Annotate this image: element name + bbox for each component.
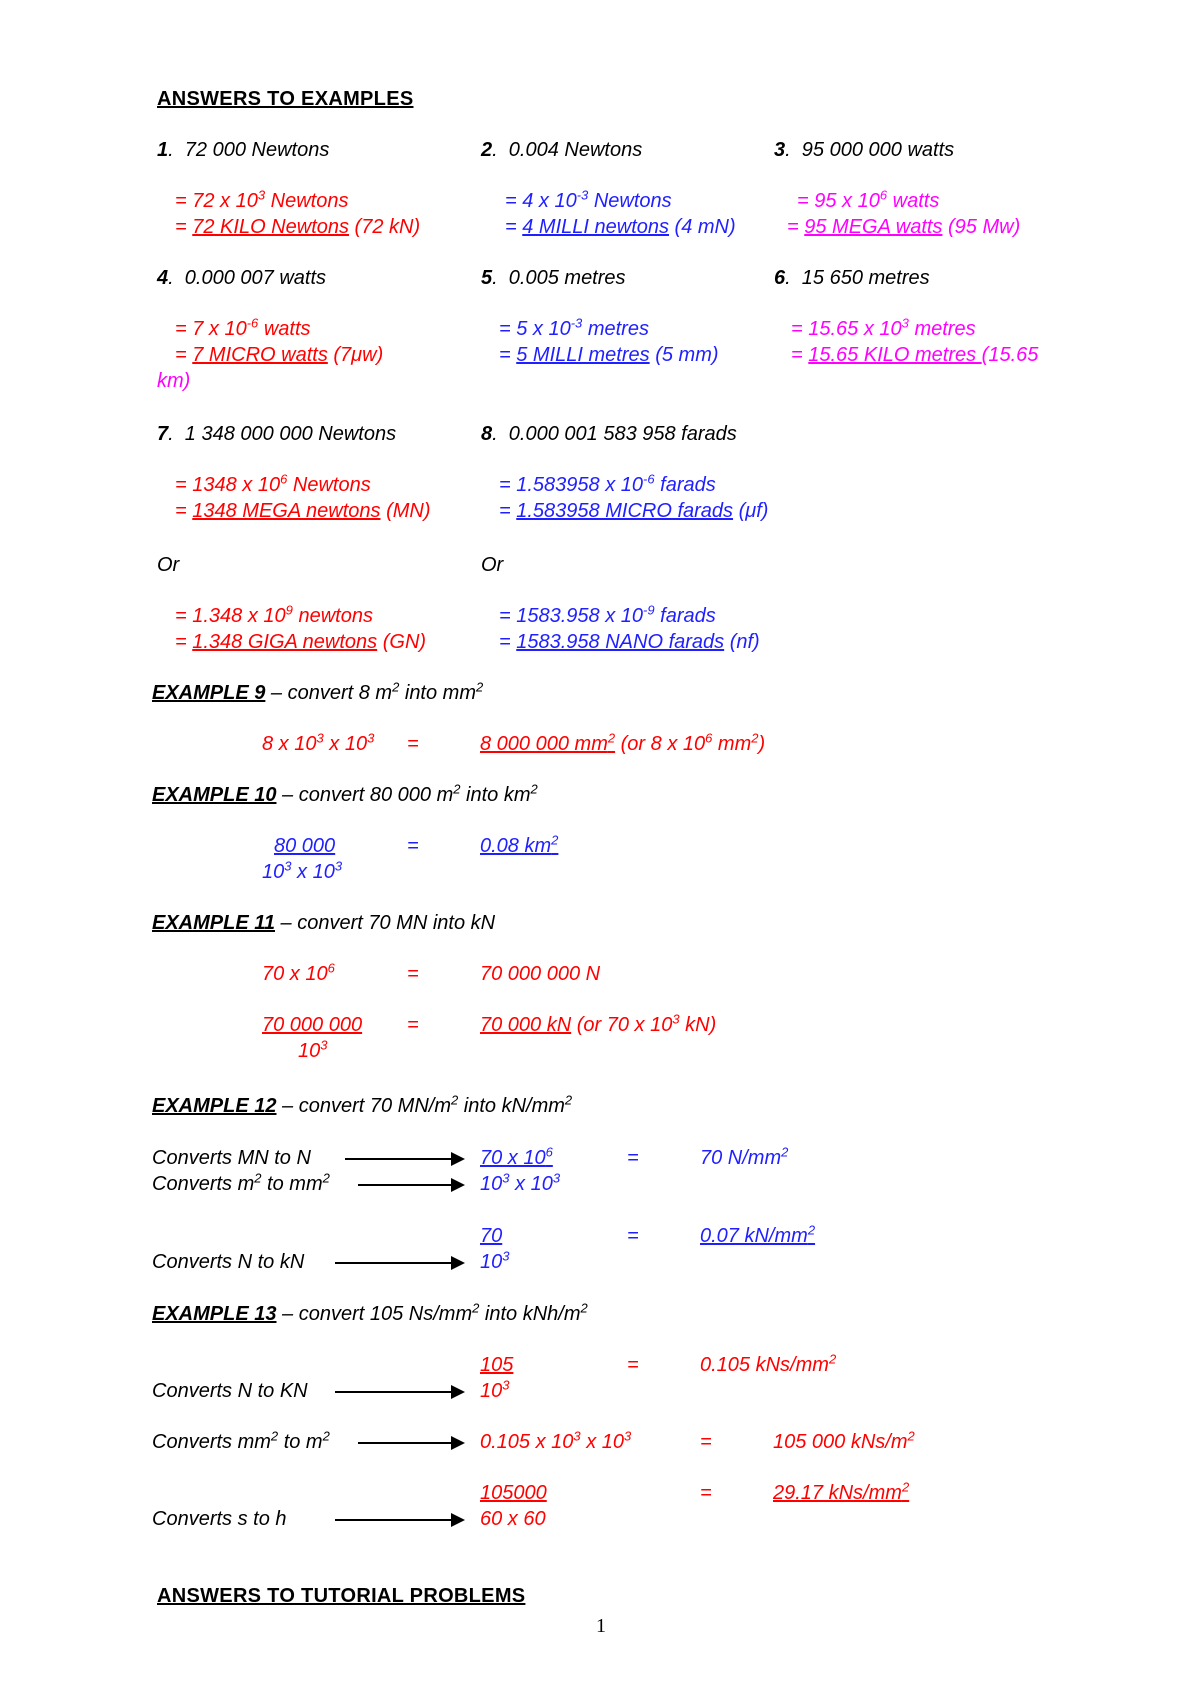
example-5-answer-line1: = 5 x $10^{-3}$ metres bbox=[499, 315, 649, 340]
example-10-title: EXAMPLE 10 – convert 80 000 $m^2$ into $km^2$ bbox=[152, 781, 538, 806]
example-12-fraction1-numerator: 70 x $10^6$ bbox=[480, 1144, 553, 1169]
example-11-row1-rhs: 70 000 000 N bbox=[480, 963, 601, 985]
example-12-caption-mn-to-n: Converts MN to N bbox=[152, 1147, 311, 1169]
example-12-fraction2-numerator: 70 bbox=[480, 1225, 503, 1247]
example-4-answer-line2: = 7 MICRO watts (7μw) bbox=[175, 344, 384, 366]
example-7-answer-line2: = 1348 MEGA newtons (MN) bbox=[175, 500, 431, 522]
example-1-answer-line2: = 72 KILO Newtons (72 kN) bbox=[175, 216, 421, 238]
example-6-answer-wrap: km) bbox=[157, 370, 191, 392]
example-13-fraction3-numerator: 105000 bbox=[480, 1482, 547, 1504]
example-13-rhs2: 105 000 kNs/$m^2$ bbox=[773, 1428, 915, 1453]
example-11-row2-rhs: 70 000 kN (or 70 x $10^3$ kN) bbox=[480, 1011, 717, 1036]
example-7-answer-line1: = 1348 x $10^6$ Newtons bbox=[175, 471, 371, 496]
example-9-lhs: 8 x $10^3$ x $10^3$ bbox=[262, 730, 375, 755]
example-12-equals1: = bbox=[627, 1147, 639, 1169]
example-3-answer-line2: = 95 MEGA watts (95 Mw) bbox=[787, 216, 1021, 238]
arrow-right-icon bbox=[335, 1262, 463, 1264]
example-10-rhs: 0.08 $km^2$ bbox=[480, 832, 559, 857]
example-4-answer-line1: = 7 x $10^{-6}$ watts bbox=[175, 315, 311, 340]
example-8-answer-line2: = 1.583958 MICRO farads (μf) bbox=[499, 500, 769, 522]
arrow-right-icon bbox=[335, 1519, 463, 1521]
arrow-right-icon bbox=[345, 1158, 463, 1160]
example-1-question: 1. 72 000 Newtons bbox=[157, 139, 330, 161]
example-13-caption-s-to-h: Converts s to h bbox=[152, 1508, 287, 1530]
example-8-question: 8. 0.000 001 583 958 farads bbox=[481, 423, 737, 445]
example-13-caption-n-to-kn: Converts N to KN bbox=[152, 1380, 308, 1402]
example-7-question: 7. 1 348 000 000 Newtons bbox=[157, 423, 397, 445]
example-12-fraction1-denominator: $10^3$ x $10^3$ bbox=[480, 1170, 561, 1195]
example-2-question: 2. 0.004 Newtons bbox=[481, 139, 643, 161]
example-9-rhs: 8 000 000 $mm^2$ (or 8 x $10^6$ $mm^2$) bbox=[480, 730, 766, 755]
example-12-caption-m2-to-mm2: Converts $m^2$ to $mm^2$ bbox=[152, 1170, 330, 1195]
example-12-rhs1: 70 $N/mm^2$ bbox=[700, 1144, 789, 1169]
example-3-answer-line1: = 95 x $10^6$ watts bbox=[797, 187, 940, 212]
example-5-answer-line2: = 5 MILLI metres (5 mm) bbox=[499, 344, 719, 366]
example-6-question: 6. 15 650 metres bbox=[774, 267, 930, 289]
arrow-right-icon bbox=[358, 1442, 463, 1444]
example-8-answer-line4: = 1583.958 NANO farads (nf) bbox=[499, 631, 760, 653]
example-2-answer-line2: = 4 MILLI newtons (4 mN) bbox=[505, 216, 736, 238]
example-10-equals: = bbox=[407, 835, 419, 857]
arrow-right-icon bbox=[335, 1391, 463, 1393]
arrow-right-icon bbox=[358, 1184, 463, 1186]
example-2-answer-line1: = 4 x $10^{-3}$ Newtons bbox=[505, 187, 672, 212]
example-9-equals: = bbox=[407, 733, 419, 755]
example-10-numerator: 80 000 bbox=[274, 835, 336, 857]
example-12-equals2: = bbox=[627, 1225, 639, 1247]
example-13-fraction3-denominator: 60 x 60 bbox=[480, 1508, 546, 1530]
example-12-fraction2-denominator: $10^3$ bbox=[480, 1248, 510, 1273]
page-heading: ANSWERS TO EXAMPLES bbox=[157, 88, 414, 110]
example-13-rhs3: 29.17 kNs/$mm^2$ bbox=[773, 1479, 910, 1504]
example-13-caption-mm2-to-m2: Converts $mm^2$ to $m^2$ bbox=[152, 1428, 330, 1453]
example-3-question: 3. 95 000 000 watts bbox=[774, 139, 955, 161]
example-10-denominator: $10^3$ x $10^3$ bbox=[262, 858, 343, 883]
example-12-title: EXAMPLE 12 – convert 70 $MN/m^2$ into $kN/mm^2$ bbox=[152, 1092, 573, 1117]
example-13-equals3: = bbox=[700, 1482, 712, 1504]
example-4-question: 4. 0.000 007 watts bbox=[157, 267, 327, 289]
section-heading-tutorial: ANSWERS TO TUTORIAL PROBLEMS bbox=[157, 1585, 526, 1607]
example-8-answer-line3: = 1583.958 x $10^{-9}$ farads bbox=[499, 602, 716, 627]
example-13-equals2: = bbox=[700, 1431, 712, 1453]
example-11-title: EXAMPLE 11 – convert 70 MN into kN bbox=[152, 912, 496, 934]
example-7-answer-line4: = 1.348 GIGA newtons (GN) bbox=[175, 631, 427, 653]
example-11-row2-denominator: $10^3$ bbox=[298, 1037, 328, 1062]
example-13-title: EXAMPLE 13 – convert 105 $Ns/mm^2$ into kNh/$m^2$ bbox=[152, 1300, 588, 1325]
example-8-or: Or bbox=[481, 554, 504, 576]
example-6-answer-line1: = 15.65 x $10^3$ metres bbox=[791, 315, 976, 340]
example-13-rhs1: 0.105 kNs/$mm^2$ bbox=[700, 1351, 837, 1376]
page-number: 1 bbox=[596, 1615, 606, 1637]
example-7-answer-line3: = 1.348 x $10^9$ newtons bbox=[175, 602, 373, 627]
example-13-fraction1-numerator: 105 bbox=[480, 1354, 514, 1376]
example-11-row1-lhs: 70 x $10^6$ bbox=[262, 960, 335, 985]
example-13-expression2: 0.105 x $10^3$ x $10^3$ bbox=[480, 1428, 632, 1453]
example-11-row2-equals: = bbox=[407, 1014, 419, 1036]
example-11-row2-numerator: 70 000 000 bbox=[262, 1014, 363, 1036]
example-11-row1-equals: = bbox=[407, 963, 419, 985]
example-8-answer-line1: = 1.583958 x $10^{-6}$ farads bbox=[499, 471, 716, 496]
example-5-question: 5. 0.005 metres bbox=[481, 267, 626, 289]
example-9-title: EXAMPLE 9 – convert 8 $m^2$ into $mm^2$ bbox=[152, 679, 484, 704]
example-13-fraction1-denominator: $10^3$ bbox=[480, 1377, 510, 1402]
example-1-answer-line1: = 72 x $10^3$ Newtons bbox=[175, 187, 349, 212]
example-7-or: Or bbox=[157, 554, 180, 576]
example-12-caption-n-to-kn: Converts N to kN bbox=[152, 1251, 305, 1273]
example-13-equals1: = bbox=[627, 1354, 639, 1376]
example-12-rhs2: 0.07 $kN/mm^2$ bbox=[700, 1222, 816, 1247]
example-6-answer-line2: = 15.65 KILO metres (15.65 bbox=[791, 344, 1039, 366]
